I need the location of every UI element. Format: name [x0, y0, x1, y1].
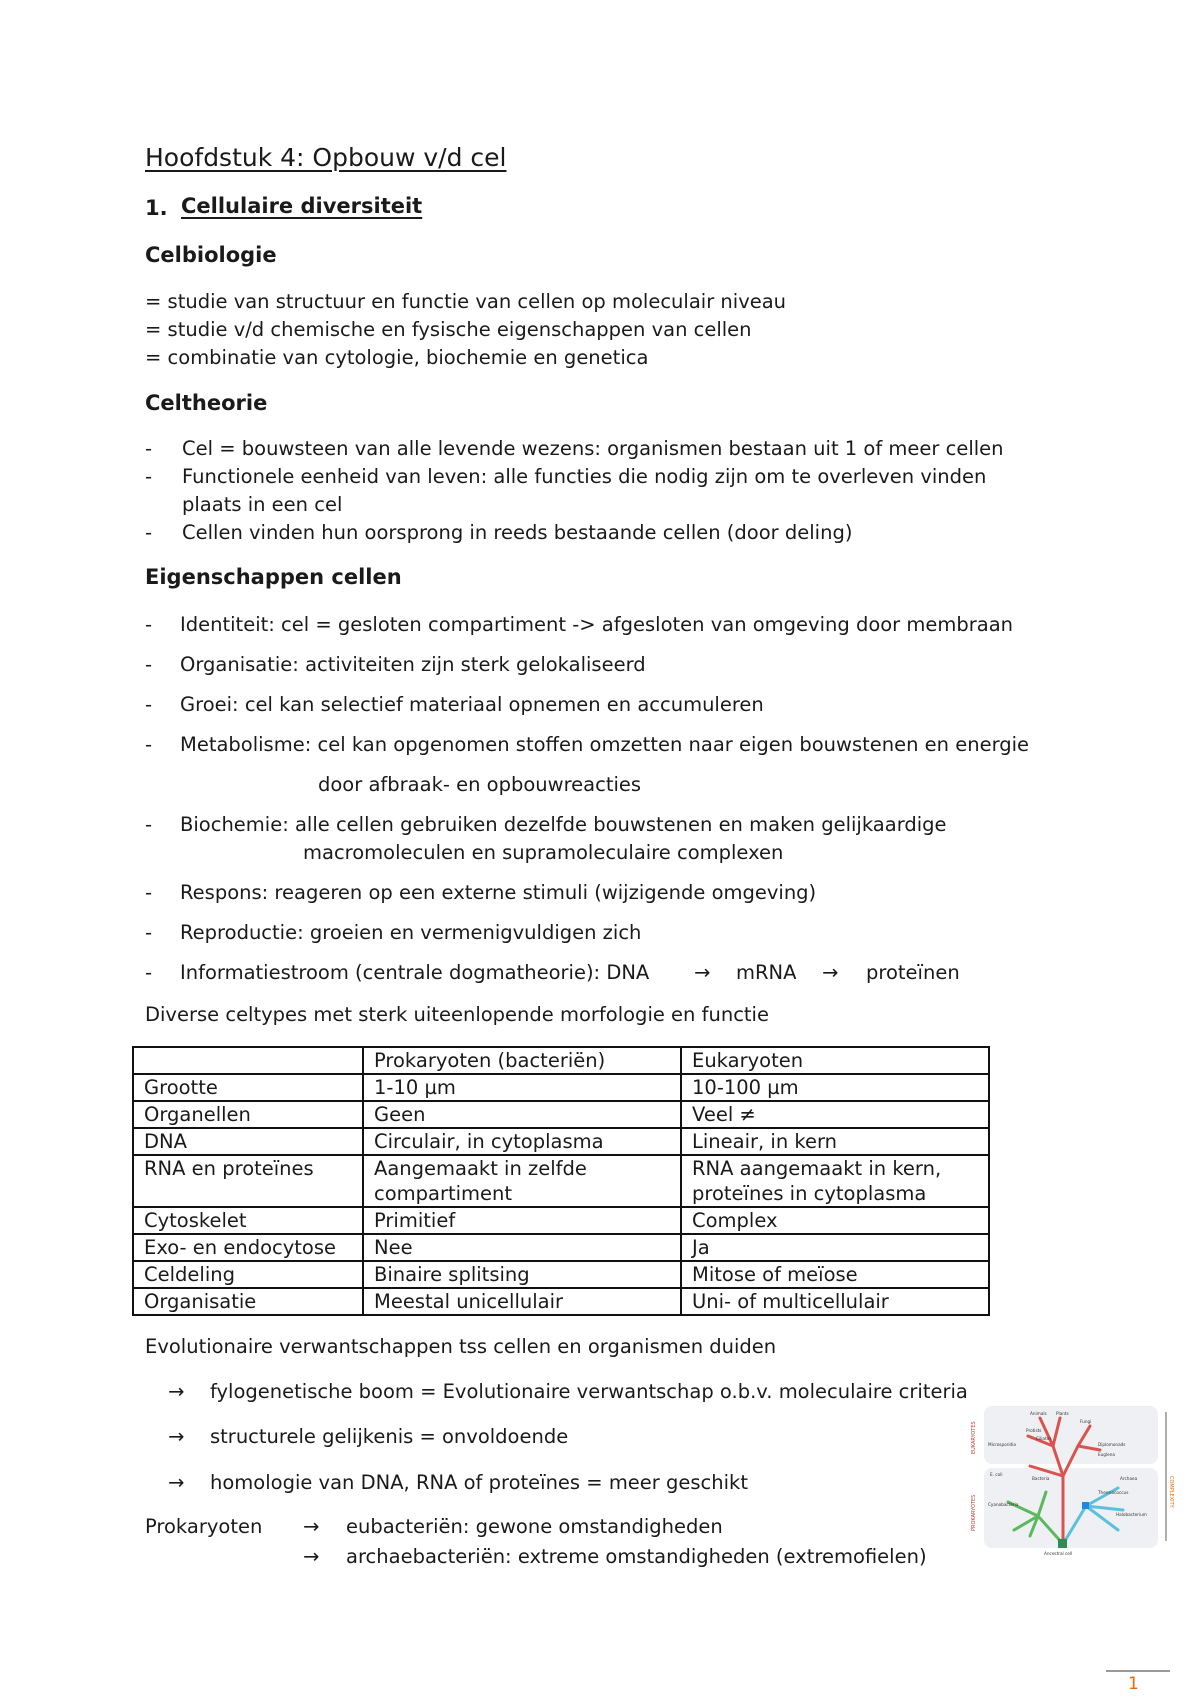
table-header-cell	[133, 1047, 363, 1074]
bullet-dash: -	[145, 465, 153, 488]
eigenschap-metabolisme: Metabolisme: cel kan opgenomen stoffen omzetten naar eigen bouwstenen en energie	[180, 733, 1030, 756]
table-cell: Organisatie	[133, 1288, 363, 1315]
bullet-dash: -	[145, 521, 153, 544]
table-row	[133, 1207, 989, 1234]
tree-label: Cyanobacteria	[988, 1502, 1019, 1507]
tree-label: Diplomonads	[1098, 1442, 1126, 1447]
celtheorie-item-2-cont: plaats in een cel	[182, 493, 343, 516]
bullet-dash: -	[145, 437, 153, 460]
eukaryote-panel	[984, 1406, 1158, 1464]
celbiologie-line-2: = studie v/d chemische en fysische eigenschappen van cellen	[145, 318, 752, 341]
tree-label: Euglena	[1098, 1452, 1115, 1457]
table-cell: Aangemaakt in zelfde compartiment	[363, 1155, 681, 1207]
eigenschap-organisatie: Organisatie: activiteiten zijn sterk gelokaliseerd	[180, 653, 646, 676]
prokaryoten-label: Prokaryoten	[145, 1515, 263, 1538]
table-cell: Veel ≠	[681, 1101, 989, 1128]
celtheorie-title: Celtheorie	[145, 391, 268, 415]
table-cell: Organellen	[133, 1101, 363, 1128]
celtheorie-item-3: Cellen vinden hun oorsprong in reeds bestaande cellen (door deling)	[182, 521, 853, 544]
celbiologie-title: Celbiologie	[145, 243, 277, 267]
table-cell: 1-10 µm	[363, 1074, 681, 1101]
diverse-celtypes: Diverse celtypes met sterk uiteenlopende morfologie en functie	[145, 1003, 769, 1026]
table-cell: Binaire splitsing	[363, 1261, 681, 1288]
table-cell: Mitose of meïose	[681, 1261, 989, 1288]
bullet-dash: -	[145, 813, 153, 836]
bullet-dash: -	[145, 733, 153, 756]
table-cell: RNA en proteïnes	[133, 1155, 363, 1207]
ancestral-cell-node	[1058, 1539, 1067, 1548]
chapter-heading: Hoofdstuk 4: Opbouw v/d cel	[145, 143, 507, 172]
tree-label: Thermococcus	[1098, 1490, 1129, 1495]
info-mrna: mRNA	[736, 961, 797, 984]
celbiologie-line-1: = studie van structuur en functie van cellen op moleculair niveau	[145, 290, 787, 313]
tree-label: Ciliates	[1036, 1436, 1052, 1441]
eigenschap-biochemie-cont: macromoleculen en supramoleculaire complexen	[303, 841, 784, 864]
arrow-icon: →	[303, 1545, 320, 1568]
section-title: Cellulaire diversiteit	[181, 194, 423, 218]
eigenschap-metabolisme-cont: door afbraak- en opbouwreacties	[318, 773, 642, 796]
eigenschappen-title: Eigenschappen cellen	[145, 565, 402, 589]
table-cell: Lineair, in kern	[681, 1128, 989, 1155]
table-cell: Uni- of multicellulair	[681, 1288, 989, 1315]
table-header-row	[133, 1047, 989, 1074]
tree-label: Halobacterium	[1116, 1512, 1147, 1517]
tree-label: E. coli	[990, 1472, 1003, 1477]
evolutie-intro: Evolutionaire verwantschappen tss cellen en organismen duiden	[145, 1335, 777, 1358]
table-row	[133, 1261, 989, 1288]
arrow-icon: →	[168, 1425, 185, 1448]
tree-label: Ancestral cell	[1044, 1551, 1073, 1556]
evolutie-item-2: structurele gelijkenis = onvoldoende	[210, 1425, 569, 1448]
table-row	[133, 1074, 989, 1101]
tree-label: Archaea	[1120, 1476, 1138, 1481]
arrow-icon: →	[168, 1471, 185, 1494]
tree-label: Bacteria	[1032, 1476, 1050, 1481]
eigenschap-biochemie: Biochemie: alle cellen gebruiken dezelfde bouwstenen en maken gelijkaardige	[180, 813, 947, 836]
table-cell: Grootte	[133, 1074, 363, 1101]
tree-label: Animals	[1030, 1411, 1047, 1416]
section-number: 1.	[145, 196, 168, 220]
bullet-dash: -	[145, 881, 153, 904]
arrow-icon: →	[694, 961, 711, 984]
eukaryotes-side-label: EUKARYOTES	[971, 1421, 977, 1454]
arrow-icon: →	[168, 1380, 185, 1403]
page-number: 1	[1128, 1674, 1139, 1694]
table-row	[133, 1288, 989, 1315]
table-cell: Geen	[363, 1101, 681, 1128]
arrow-icon: →	[822, 961, 839, 984]
comparison-table	[132, 1046, 990, 1316]
eigenschap-groei: Groei: cel kan selectief materiaal opnemen en accumuleren	[180, 693, 764, 716]
table-cell: Exo- en endocytose	[133, 1234, 363, 1261]
eigenschap-respons: Respons: reageren op een externe stimuli (wijzigende omgeving)	[180, 881, 817, 904]
table-cell: Ja	[681, 1234, 989, 1261]
prokaryoten-item-2: archaebacteriën: extreme omstandigheden (extremofielen)	[346, 1545, 927, 1568]
eigenschap-informatiestroom: Informatiestroom (centrale dogmatheorie): DNA	[180, 961, 650, 984]
table-header-cell: Eukaryoten	[681, 1047, 989, 1074]
complexity-label: COMPLEXITY	[1168, 1476, 1174, 1508]
prokaryoten-item-1: eubacteriën: gewone omstandigheden	[346, 1515, 723, 1538]
tree-label: Fungi	[1080, 1419, 1092, 1424]
evolutie-item-3: homologie van DNA, RNA of proteïnes = meer geschikt	[210, 1471, 748, 1494]
tree-label: Protists	[1026, 1428, 1042, 1433]
tree-label: Microsporidia	[988, 1442, 1016, 1447]
arrow-icon: →	[303, 1515, 320, 1538]
prokaryotes-side-label: PROKARYOTES	[971, 1494, 977, 1531]
phylogenetic-tree-figure	[968, 1406, 1172, 1556]
celtheorie-item-2: Functionele eenheid van leven: alle functies die nodig zijn om te overleven vinden	[182, 465, 987, 488]
archaea-node	[1082, 1502, 1089, 1509]
table-cell: 10-100 µm	[681, 1074, 989, 1101]
table-cell: Circulair, in cytoplasma	[363, 1128, 681, 1155]
bullet-dash: -	[145, 613, 153, 636]
table-row	[133, 1128, 989, 1155]
evolutie-item-1: fylogenetische boom = Evolutionaire verwantschap o.b.v. moleculaire criteria	[210, 1380, 968, 1403]
celtheorie-item-1: Cel = bouwsteen van alle levende wezens: organismen bestaan uit 1 of meer cellen	[182, 437, 1004, 460]
table-cell: Cytoskelet	[133, 1207, 363, 1234]
footer-divider	[1106, 1670, 1170, 1672]
table-cell: Meestal unicellulair	[363, 1288, 681, 1315]
celbiologie-line-3: = combinatie van cytologie, biochemie en genetica	[145, 346, 649, 369]
table-cell: DNA	[133, 1128, 363, 1155]
table-cell: Complex	[681, 1207, 989, 1234]
bullet-dash: -	[145, 693, 153, 716]
eigenschap-reproductie: Reproductie: groeien en vermenigvuldigen zich	[180, 921, 642, 944]
eigenschap-identiteit: Identiteit: cel = gesloten compartiment -> afgesloten van omgeving door membraan	[180, 613, 1014, 636]
table-cell: Nee	[363, 1234, 681, 1261]
bullet-dash: -	[145, 921, 153, 944]
table-row	[133, 1234, 989, 1261]
table-cell: Celdeling	[133, 1261, 363, 1288]
bullet-dash: -	[145, 653, 153, 676]
table-cell: RNA aangemaakt in kern, proteïnes in cytoplasma	[681, 1155, 989, 1207]
tree-label: Plants	[1056, 1411, 1069, 1416]
table-header-cell: Prokaryoten (bacteriën)	[363, 1047, 681, 1074]
bullet-dash: -	[145, 961, 153, 984]
info-proteinen: proteïnen	[866, 961, 960, 984]
table-row	[133, 1101, 989, 1128]
table-cell: Primitief	[363, 1207, 681, 1234]
table-row	[133, 1155, 989, 1207]
